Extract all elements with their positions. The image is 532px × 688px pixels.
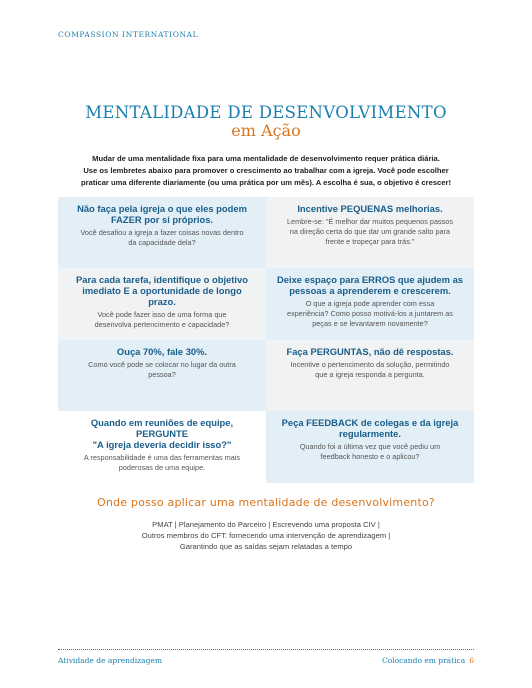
intro-line: Mudar de uma mentalidade fixa para uma mentalidade de desenvolvimento requer prática diária.	[92, 154, 440, 163]
practice-card	[266, 411, 474, 483]
card-body: A responsabilidade é uma das ferramentas mais poderosas de uma equipe.	[83, 453, 241, 472]
card-heading: Para cada tarefa, identifique o objetivo imediato E a oportunidade de longo prazo.	[76, 274, 248, 307]
card-heading: Deixe espaço para ERROS que ajudem as pessoas a aprenderem e crescerem.	[276, 274, 463, 296]
card-heading: Não faça pela igreja o que eles podem FAZER por si próprios.	[77, 203, 247, 225]
card-body: Como você pode se colocar no lugar da outra pessoa?	[88, 360, 236, 379]
practice-grid	[58, 197, 474, 483]
footer-divider	[58, 649, 474, 650]
examples-line: PMAT | Planejamento do Parceiro | Escrevendo uma proposta CIV |	[152, 520, 380, 529]
card-body: Você desafiou a igreja a fazer coisas novas dentro da capacidade dela?	[80, 228, 244, 247]
page-title: MENTALIDADE DE DESENVOLVIMENTO	[85, 103, 447, 122]
footer-section-label: Atividade de aprendizagem	[58, 656, 162, 665]
card-heading: Incentive PEQUENAS melhorias.	[297, 203, 443, 214]
card-body: Lembre-se: "É melhor dar muitos pequenos passos na direção certa do que dar um grande salto para frente e tropeçar para trás."	[286, 217, 454, 246]
practice-card	[58, 411, 266, 483]
footer-chapter-label: Colocando em prática	[381, 656, 466, 665]
card-body: Você pode fazer isso de uma forma que desenvolva pertencimento e capacidade?	[94, 310, 230, 329]
practice-card	[58, 340, 266, 411]
practice-card	[266, 197, 474, 268]
card-heading: Peça FEEDBACK de colegas e da igreja regularmente.	[281, 417, 459, 439]
application-examples	[60, 519, 472, 553]
org-header: COMPASSION INTERNATIONAL	[58, 30, 199, 39]
card-heading: Faça PERGUNTAS, não dê respostas.	[286, 346, 454, 357]
intro-line: Use os lembretes abaixo para promover o crescimento ao trabalhar com a igreja. Você pode escolher	[83, 165, 449, 175]
card-body: O que a igreja pode aprender com essa experiência? Como posso motivá-los a juntarem as peças e se levantarem novamente?	[287, 299, 453, 328]
practice-card	[266, 268, 474, 340]
practice-card	[58, 197, 266, 268]
practice-card	[58, 268, 266, 340]
page-subtitle: em Ação	[231, 121, 301, 140]
page-number: 6	[469, 656, 474, 665]
card-heading: Ouça 70%, fale 30%.	[116, 346, 208, 357]
card-body: Incentive o pertencimento da solução, permitindo que a igreja responda a pergunta.	[290, 360, 450, 379]
practice-card	[266, 340, 474, 411]
intro-paragraph	[52, 153, 480, 188]
card-heading: Quando em reuniões de equipe, PERGUNTE "A igreja deveria decidir isso?"	[90, 417, 234, 450]
section-question: Onde posso aplicar uma mentalidade de desenvolvimento?	[97, 496, 435, 509]
footer-chapter	[382, 656, 474, 665]
examples-line: Garantindo que as saídas sejam relatadas a tempo	[179, 542, 353, 552]
examples-line: Outros membros do CFT: fornecendo uma intervenção de aprendizagem |	[141, 531, 391, 541]
intro-line: praticar uma diferente diariamente (ou uma prática por um mês). A escolha é sua, o objetivo é crescer!	[81, 177, 451, 187]
card-body: Quando foi a última vez que você pediu um feedback honesto e o aplicou?	[299, 442, 441, 461]
